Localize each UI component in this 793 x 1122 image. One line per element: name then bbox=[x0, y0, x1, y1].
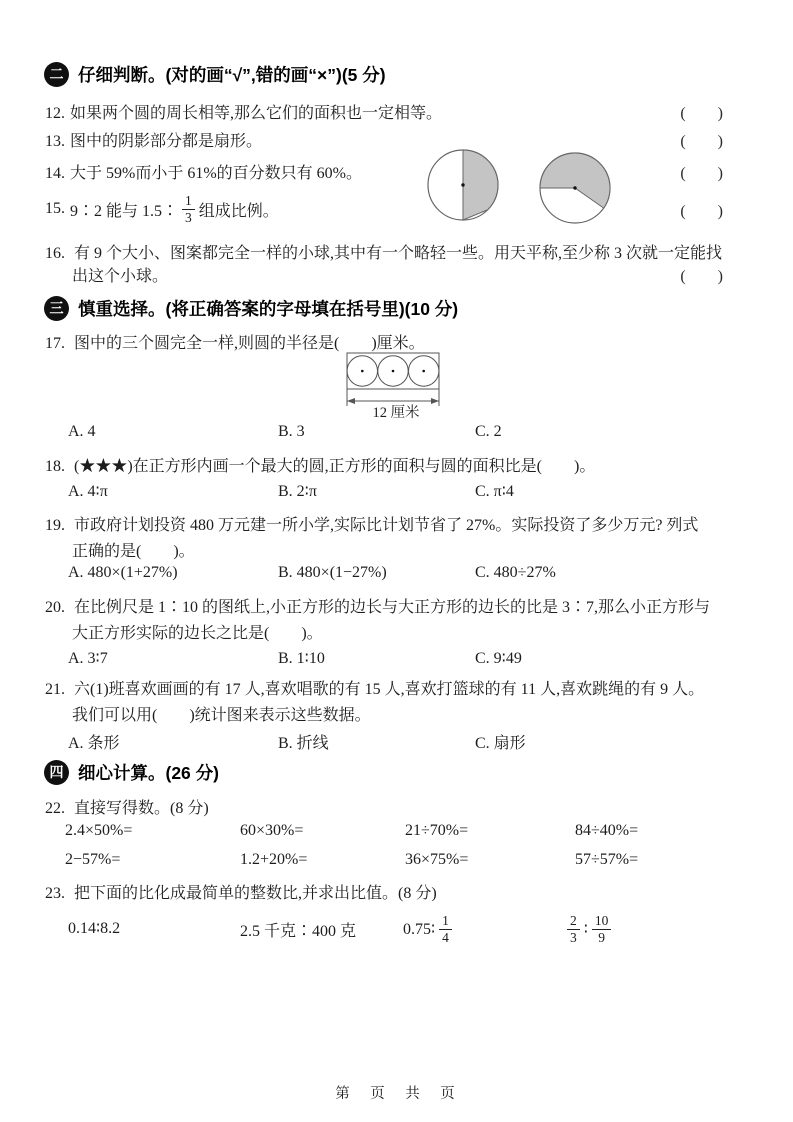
section-calc-header bbox=[44, 760, 219, 785]
question-13-number: 13. bbox=[45, 133, 65, 150]
option-b: B. 1∶10 bbox=[278, 650, 325, 667]
option-a: A. 条形 bbox=[68, 735, 120, 752]
question-22-number: 22. bbox=[45, 800, 65, 817]
question-16-text-line1: 有 9 个大小、图案都完全一样的小球,其中有一个略轻一些。用天平称,至少称 3 次就一定能找 bbox=[74, 245, 723, 262]
question-13-text: 图中的阴影部分都是扇形。 bbox=[70, 133, 263, 150]
section-four-badge-icon: 四 bbox=[44, 760, 69, 785]
question-19-line2 bbox=[72, 538, 195, 561]
fraction-denominator: 4 bbox=[442, 929, 449, 945]
fraction-denominator: 3 bbox=[570, 929, 577, 945]
calc-expression: 60×30%= bbox=[240, 822, 304, 839]
fraction-denominator: 9 bbox=[598, 929, 606, 945]
shaded-circles-diagram bbox=[425, 145, 620, 230]
question-18-options bbox=[45, 481, 755, 505]
question-21-number: 21. bbox=[45, 681, 65, 698]
question-23 bbox=[45, 880, 437, 903]
section-judge-header bbox=[44, 62, 386, 87]
question-19-text-line2: 正确的是( )。 bbox=[72, 543, 195, 560]
question-14-number: 14. bbox=[45, 165, 65, 182]
question-21-text-line2: 我们可以用( )统计图来表示这些数据。 bbox=[72, 707, 371, 724]
question-16-answer-bracket: ( ) bbox=[680, 268, 723, 285]
question-22-row2 bbox=[45, 851, 755, 875]
option-a: A. 480×(1+27%) bbox=[68, 564, 178, 581]
question-14-text: 大于 59%而小于 61%的百分数只有 60%。 bbox=[70, 165, 362, 182]
question-14-answer-bracket: ( ) bbox=[680, 165, 723, 182]
option-a: A. 4∶π bbox=[68, 483, 108, 500]
option-a: A. 4 bbox=[68, 423, 96, 440]
question-13 bbox=[45, 128, 723, 151]
question-18-text: (★★★)在正方形内画一个最大的圆,正方形的面积与圆的面积比是( )。 bbox=[74, 458, 596, 475]
fraction-denominator: 3 bbox=[185, 209, 192, 225]
fraction-one-quarter bbox=[439, 913, 452, 945]
question-23-text: 把下面的比化成最简单的整数比,并求出比值。(8 分) bbox=[74, 885, 437, 902]
question-21-line1 bbox=[45, 676, 775, 699]
question-15-text-after: 组成比例。 bbox=[198, 202, 279, 220]
option-b: B. 480×(1−27%) bbox=[278, 564, 387, 581]
option-c: C. π∶4 bbox=[475, 483, 514, 500]
calc-expression: 2−57%= bbox=[65, 851, 121, 868]
ratio-prefix: 0.75∶ bbox=[403, 921, 436, 938]
section-three-badge-icon: 三 bbox=[44, 296, 69, 321]
calc-expression: 1.2+20%= bbox=[240, 851, 308, 868]
question-21-line2 bbox=[72, 702, 371, 725]
question-20-text-line2: 大正方形实际的边长之比是( )。 bbox=[72, 625, 323, 642]
question-12-number: 12. bbox=[45, 105, 65, 122]
question-22-text: 直接写得数。(8 分) bbox=[74, 800, 209, 817]
question-20-options bbox=[45, 648, 755, 672]
fraction-numerator: 2 bbox=[567, 913, 580, 930]
ratio-item-two-fractions bbox=[563, 903, 615, 955]
question-16-text-line2: 出这个小球。 bbox=[72, 268, 169, 285]
fraction-one-third bbox=[182, 193, 195, 225]
question-17-options bbox=[45, 423, 755, 447]
ratio-item: 2.5 千克∶400 克 bbox=[240, 923, 357, 940]
question-17-text: 图中的三个圆完全一样,则圆的半径是( )厘米。 bbox=[74, 335, 425, 352]
section-two-badge-icon: 二 bbox=[44, 62, 69, 87]
option-c: C. 扇形 bbox=[475, 735, 526, 752]
question-23-number: 23. bbox=[45, 885, 65, 902]
question-21-options bbox=[45, 730, 755, 754]
question-23-items bbox=[45, 903, 755, 955]
question-19-line1 bbox=[45, 512, 775, 535]
question-16-number: 16. bbox=[45, 245, 65, 262]
section-choice-title: 慎重选择。(将正确答案的字母填在括号里)(10 分) bbox=[78, 299, 459, 319]
question-20-text-line1: 在比例尺是 1∶10 的图纸上,小正方形的边长与大正方形的边长的比是 3∶7,那么小正方形与 bbox=[74, 599, 711, 616]
option-a: A. 3∶7 bbox=[68, 650, 108, 667]
question-22-row1 bbox=[45, 822, 755, 846]
question-14 bbox=[45, 160, 723, 183]
calc-expression: 36×75%= bbox=[405, 851, 469, 868]
calc-expression: 57÷57%= bbox=[575, 851, 639, 868]
question-12 bbox=[45, 100, 723, 123]
calc-expression: 21÷70%= bbox=[405, 822, 469, 839]
option-c: C. 2 bbox=[475, 423, 502, 440]
calc-expression: 84÷40%= bbox=[575, 822, 639, 839]
question-16-line1 bbox=[45, 240, 745, 263]
question-15-number: 15. bbox=[45, 200, 65, 217]
question-20-line1 bbox=[45, 594, 775, 617]
question-20-line2 bbox=[72, 620, 323, 643]
question-19-options bbox=[45, 564, 755, 588]
question-21-text-line1: 六(1)班喜欢画画的有 17 人,喜欢唱歌的有 15 人,喜欢打篮球的有 11 人,喜欢跳绳的有 9 人。 bbox=[74, 681, 705, 698]
option-b: B. 折线 bbox=[278, 735, 329, 752]
question-17-number: 17. bbox=[45, 335, 65, 352]
fraction-numerator: 1 bbox=[439, 913, 452, 930]
question-15-text-before: 9∶2 能与 1.5∶ bbox=[70, 202, 179, 220]
option-b: B. 2∶π bbox=[278, 483, 317, 500]
question-16-line2 bbox=[45, 263, 723, 286]
page-footer: 第 页 共 页 bbox=[335, 1086, 458, 1102]
question-20-number: 20. bbox=[45, 599, 65, 616]
question-13-answer-bracket: ( ) bbox=[680, 133, 723, 150]
section-calc-title: 细心计算。(26 分) bbox=[78, 763, 219, 783]
fraction-numerator: 1 bbox=[182, 193, 195, 210]
option-b: B. 3 bbox=[278, 423, 305, 440]
fraction-two-thirds bbox=[567, 913, 580, 945]
question-19-text-line1: 市政府计划投资 480 万元建一所小学,实际比计划节省了 27%。实际投资了多少万元? 列式 bbox=[74, 517, 699, 534]
section-choice-header bbox=[44, 296, 458, 321]
section-judge-title: 仔细判断。(对的画“√”,错的画“×”)(5 分) bbox=[78, 65, 386, 85]
question-18 bbox=[45, 453, 745, 476]
option-c: C. 9∶49 bbox=[475, 650, 522, 667]
question-12-text: 如果两个圆的周长相等,那么它们的面积也一定相等。 bbox=[70, 105, 443, 122]
ratio-item: 0.14∶8.2 bbox=[68, 920, 121, 937]
question-15 bbox=[45, 191, 723, 227]
option-c: C. 480÷27% bbox=[475, 564, 556, 581]
question-17 bbox=[45, 330, 745, 353]
calc-expression: 2.4×50%= bbox=[65, 822, 133, 839]
fraction-ten-ninths bbox=[592, 913, 612, 945]
fraction-numerator: 10 bbox=[592, 913, 612, 930]
question-15-answer-bracket: ( ) bbox=[680, 202, 723, 220]
ratio-colon: ∶ bbox=[583, 921, 588, 938]
dimension-label: 12 厘米 bbox=[372, 405, 420, 421]
ratio-item-with-fraction bbox=[403, 903, 456, 955]
question-22 bbox=[45, 795, 209, 818]
question-12-answer-bracket: ( ) bbox=[680, 105, 723, 122]
question-18-number: 18. bbox=[45, 458, 65, 475]
question-19-number: 19. bbox=[45, 517, 65, 534]
